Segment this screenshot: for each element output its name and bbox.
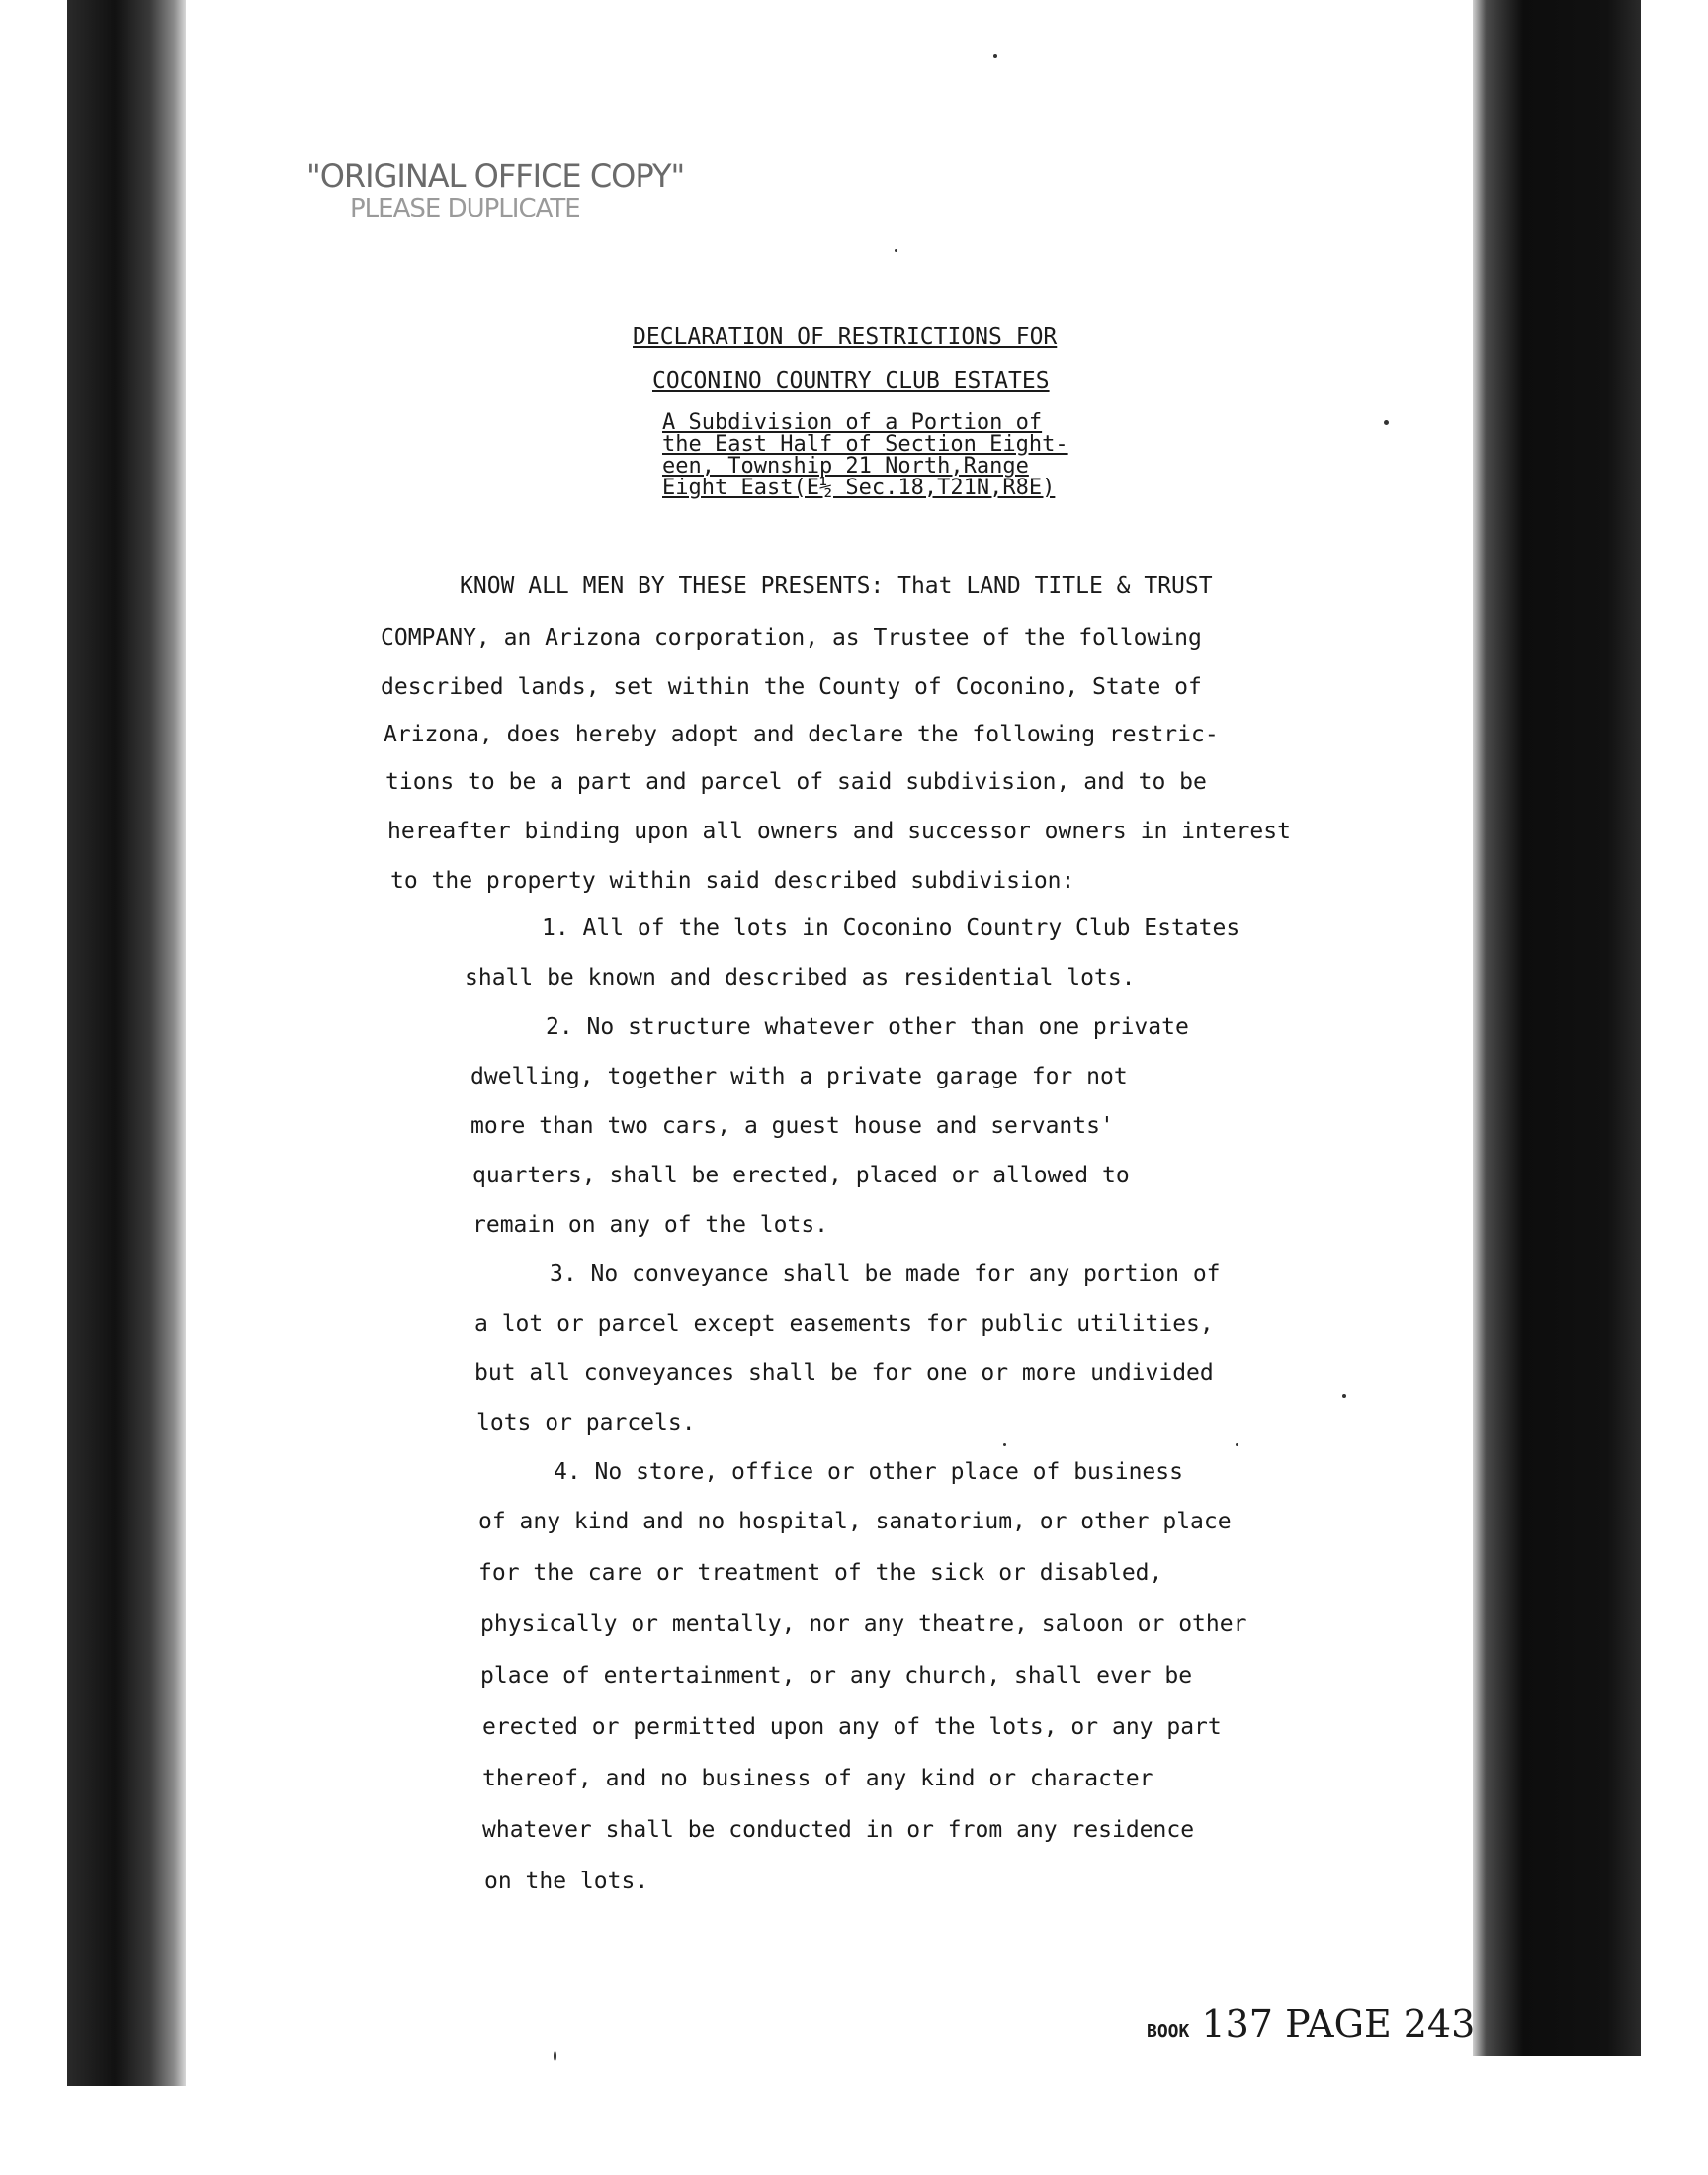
book-page-number: 137 PAGE 243	[1201, 2002, 1476, 2045]
body-line: to the property within said described subdivision:	[390, 868, 1075, 894]
body-line: 2. No structure whatever other than one private	[546, 1014, 1189, 1040]
body-line: thereof, and no business of any kind or character	[482, 1766, 1153, 1791]
subtitle-line: A Subdivision of a Portion of	[662, 410, 1043, 435]
scan-speck	[1236, 1443, 1238, 1446]
scan-speck	[993, 54, 997, 58]
body-line: whatever shall be conducted in or from any residence	[482, 1817, 1195, 1843]
scan-speck	[1384, 420, 1389, 425]
body-line: for the care or treatment of the sick or disabled,	[478, 1560, 1163, 1586]
scan-speck	[1003, 1443, 1006, 1446]
body-line: KNOW ALL MEN BY THESE PRESENTS: That LAND TITLE & TRUST	[460, 573, 1213, 599]
body-line: dwelling, together with a private garage for not	[470, 1064, 1128, 1089]
body-line: 1. All of the lots in Coconino Country Club Estates	[542, 915, 1240, 941]
body-line: on the lots.	[484, 1869, 649, 1894]
scan-speck	[895, 249, 897, 252]
title-line-1: DECLARATION OF RESTRICTIONS FOR	[633, 324, 1058, 350]
scan-speck	[554, 2051, 556, 2061]
body-line: 3. No conveyance shall be made for any portion of	[550, 1262, 1221, 1287]
office-copy-stamp	[306, 158, 722, 223]
body-line: of any kind and no hospital, sanatorium, or other place	[478, 1509, 1232, 1534]
body-line: tions to be a part and parcel of said subdivision, and to be	[385, 769, 1207, 795]
subtitle-block	[662, 412, 1186, 499]
body-line: hereafter binding upon all owners and successor owners in interest	[387, 819, 1291, 844]
book-prefix: BOOK	[1147, 2021, 1190, 2042]
body-line: Arizona, does hereby adopt and declare the following restric-	[384, 722, 1219, 747]
subtitle-line: Eight East(E½ Sec.18,T21N,R8E)	[662, 476, 1056, 500]
body-line: more than two cars, a guest house and servants'	[470, 1113, 1114, 1139]
body-line: quarters, shall be erected, placed or allowed to	[472, 1163, 1130, 1188]
body-line: physically or mentally, nor any theatre, saloon or other	[480, 1611, 1247, 1637]
body-line: shall be known and described as residential lots.	[465, 965, 1136, 991]
body-line: place of entertainment, or any church, shall ever be	[480, 1663, 1193, 1689]
body-line: but all conveyances shall be for one or more undivided	[474, 1360, 1214, 1386]
subtitle-line: een, Township 21 North,Range	[662, 454, 1029, 478]
body-line: a lot or parcel except easements for public utilities,	[474, 1311, 1214, 1337]
stamp-line-2: PLEASE DUPLICATE	[350, 194, 580, 223]
body-line: lots or parcels.	[476, 1410, 696, 1436]
scan-border-right	[1473, 0, 1641, 2056]
stamp-line-1: "ORIGINAL OFFICE COPY"	[306, 157, 685, 195]
body-line: COMPANY, an Arizona corporation, as Trustee of the following	[381, 625, 1202, 651]
scan-border-left	[67, 0, 186, 2086]
scan-speck	[1342, 1394, 1346, 1398]
body-line: 4. No store, office or other place of business	[554, 1459, 1183, 1485]
title-line-2: COCONINO COUNTRY CLUB ESTATES	[652, 368, 1050, 393]
document-header	[633, 321, 1186, 499]
body-line: described lands, set within the County of Coconino, State of	[381, 674, 1202, 700]
body-line: remain on any of the lots.	[472, 1212, 829, 1238]
book-page-reference	[1147, 2002, 1475, 2045]
body-line: erected or permitted upon any of the lots, or any part	[482, 1714, 1222, 1740]
subtitle-line: the East Half of Section Eight-	[662, 432, 1068, 457]
